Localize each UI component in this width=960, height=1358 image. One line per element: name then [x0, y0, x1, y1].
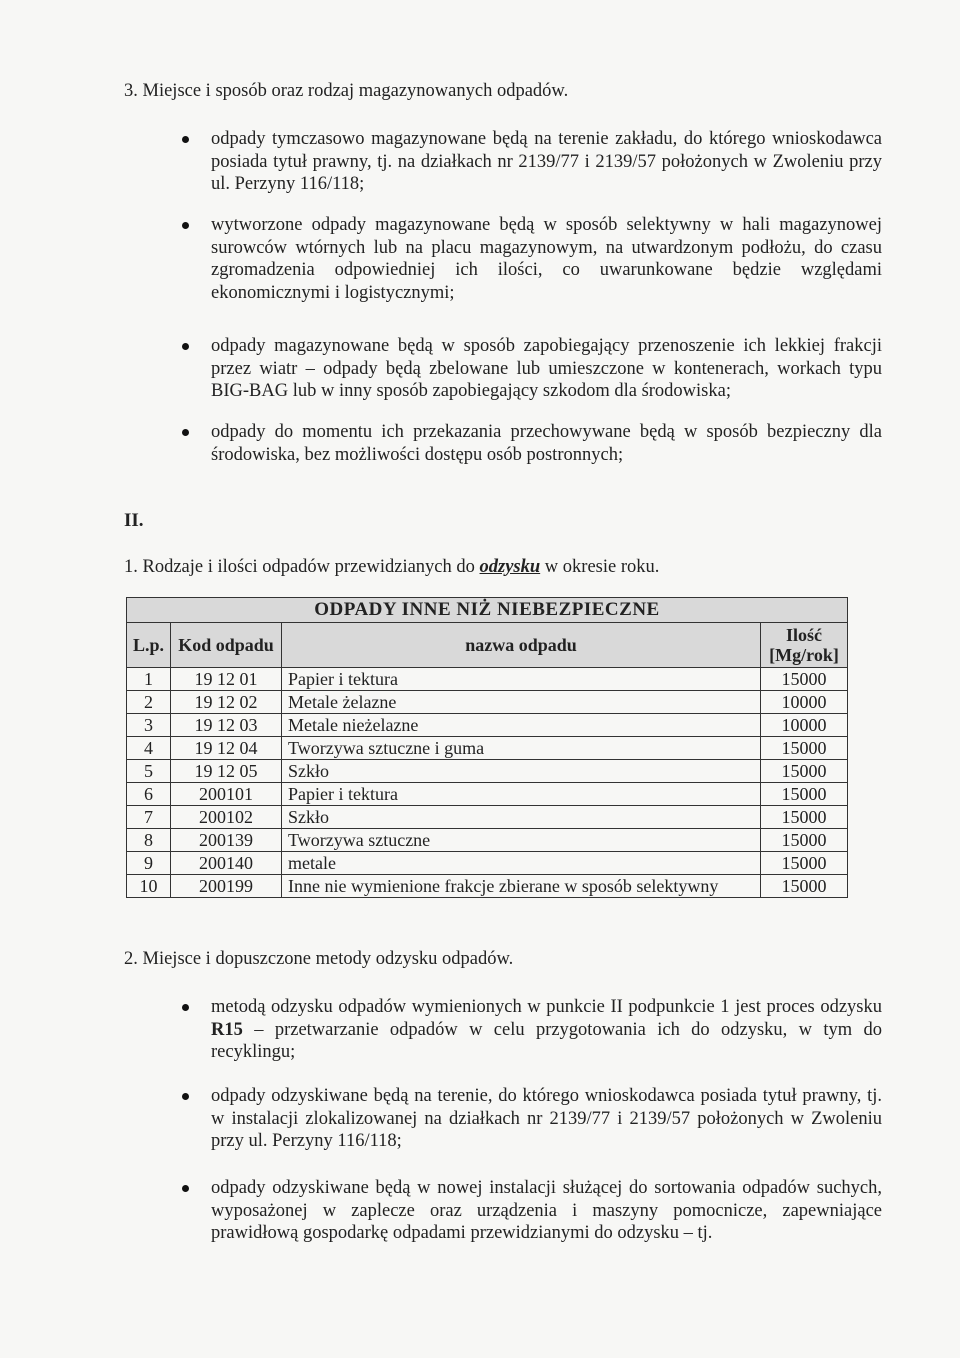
bullet-dot-icon [182, 1093, 189, 1100]
bullet-dot-icon [182, 1185, 189, 1192]
table-row [127, 760, 848, 783]
table-row [127, 829, 848, 852]
cell-nazwa: Papier i tektura [282, 668, 761, 691]
cell-kod: 19 12 04 [171, 737, 282, 760]
bullet-1-bold: R15 [211, 1019, 243, 1040]
table-row [127, 783, 848, 806]
table-row [127, 668, 848, 691]
cell-lp: 9 [127, 852, 171, 875]
header-nazwa: nazwa odpadu [282, 623, 761, 668]
bullet-text: odpady odzyskiwane będą w nowej instalacji służącej do sortowania odpadów suchych, wyposażonej w zaplecze oraz urządzenia i maszyny pomocnicze, zapewniające prawidłową gospodarkę odpadami przewidzianymi do odzysku – tj. [211, 1178, 882, 1243]
cell-kod: 200139 [171, 829, 282, 852]
bullet-dot-icon [182, 343, 189, 350]
cell-kod: 200140 [171, 852, 282, 875]
section-II-heading-1 [124, 556, 659, 578]
cell-lp: 8 [127, 829, 171, 852]
bullet-dot-icon [182, 1004, 189, 1011]
bullet-text: odpady do momentu ich przekazania przechowywane będą w sposób bezpieczny dla środowiska, bez możliwości dostępu osób postronnych; [211, 422, 882, 465]
cell-nazwa: Metale nieżelazne [282, 714, 761, 737]
section-3-bullet-3 [182, 335, 882, 403]
header-ilosc-line1: Ilość [786, 625, 822, 645]
cell-kod: 19 12 02 [171, 691, 282, 714]
cell-lp: 1 [127, 668, 171, 691]
cell-lp: 3 [127, 714, 171, 737]
section-3-heading: 3. Miejsce i sposób oraz rodzaj magazynowanych odpadów. [124, 81, 569, 101]
section-3-bullet-2 [182, 214, 882, 304]
cell-nazwa: Tworzywa sztuczne i guma [282, 737, 761, 760]
waste-table [126, 597, 848, 898]
table-row [127, 691, 848, 714]
bullet-text [211, 996, 882, 1064]
table-row [127, 852, 848, 875]
table-row [127, 714, 848, 737]
header-ilosc [761, 623, 848, 668]
bullet-1-suffix: – przetwarzanie odpadów w celu przygotowania ich do odzysku, w tym do recyklingu; [211, 1019, 882, 1062]
cell-nazwa: Tworzywa sztuczne [282, 829, 761, 852]
cell-kod: 200101 [171, 783, 282, 806]
cell-lp: 2 [127, 691, 171, 714]
cell-lp: 6 [127, 783, 171, 806]
cell-ilosc: 15000 [761, 668, 848, 691]
table-banner-row [127, 598, 848, 623]
cell-ilosc: 15000 [761, 875, 848, 898]
section-II-label: II. [124, 510, 144, 531]
section-3-bullet-4 [182, 421, 882, 466]
bullet-text: odpady odzyskiwane będą na terenie, do którego wnioskodawca posiada tytuł prawny, tj. w instalacji zlokalizowanej na działkach nr 2139/77 i 2139/57 położonych w Zwoleniu przy ul. Perzyny 116/118; [211, 1086, 882, 1151]
section-II-bullet-2 [182, 1085, 882, 1153]
bullet-1-prefix: metodą odzysku odpadów wymienionych w punkcie II podpunkcie 1 jest proces odzysku [211, 997, 882, 1017]
cell-kod: 200199 [171, 875, 282, 898]
bullet-dot-icon [182, 429, 189, 436]
bullet-text: odpady tymczasowo magazynowane będą na terenie zakładu, do którego wnioskodawca posiada tytuł prawny, tj. na działkach nr 2139/77 i 2139/57 położonych w Zwoleniu przy ul. Perzyny 116/118; [211, 129, 882, 194]
cell-kod: 19 12 01 [171, 668, 282, 691]
cell-nazwa: metale [282, 852, 761, 875]
header-kod: Kod odpadu [171, 623, 282, 668]
cell-nazwa: Szkło [282, 806, 761, 829]
section-II-heading-2: 2. Miejsce i dopuszczone metody odzysku odpadów. [124, 949, 514, 969]
cell-lp: 7 [127, 806, 171, 829]
section-II-bullet-3 [182, 1177, 882, 1245]
table-body [127, 668, 848, 898]
bullet-dot-icon [182, 136, 189, 143]
cell-ilosc: 15000 [761, 852, 848, 875]
cell-ilosc: 15000 [761, 783, 848, 806]
table-header-row [127, 623, 848, 668]
cell-nazwa: Metale żelazne [282, 691, 761, 714]
cell-ilosc: 10000 [761, 714, 848, 737]
table-row [127, 737, 848, 760]
bullet-dot-icon [182, 222, 189, 229]
cell-kod: 19 12 05 [171, 760, 282, 783]
cell-lp: 5 [127, 760, 171, 783]
cell-nazwa: Papier i tektura [282, 783, 761, 806]
cell-lp: 4 [127, 737, 171, 760]
cell-ilosc: 15000 [761, 829, 848, 852]
cell-kod: 19 12 03 [171, 714, 282, 737]
table-row [127, 875, 848, 898]
cell-kod: 200102 [171, 806, 282, 829]
heading-1-emphasis: odzysku [479, 557, 541, 577]
header-ilosc-line2: [Mg/rok] [769, 645, 839, 665]
cell-ilosc: 15000 [761, 760, 848, 783]
cell-ilosc: 10000 [761, 691, 848, 714]
cell-nazwa: Inne nie wymienione frakcje zbierane w sposób selektywny [282, 875, 761, 898]
heading-1-prefix: 1. Rodzaje i ilości odpadów przewidzianych do [124, 557, 480, 577]
cell-nazwa: Szkło [282, 760, 761, 783]
section-3-bullet-1 [182, 128, 882, 196]
table-banner: ODPADY INNE NIŻ NIEBEZPIECZNE [127, 598, 848, 623]
bullet-text: odpady magazynowane będą w sposób zapobiegający przenoszenie ich lekkiej frakcji przez wiatr – odpady będą zbelowane lub umieszczone w kontenerach, workach typu BIG-BAG lub w inny sposób zapobiegający szkodom dla środowiska; [211, 336, 882, 401]
cell-ilosc: 15000 [761, 806, 848, 829]
header-lp: L.p. [127, 623, 171, 668]
heading-1-suffix: w okresie roku. [540, 557, 660, 577]
cell-lp: 10 [127, 875, 171, 898]
cell-ilosc: 15000 [761, 737, 848, 760]
bullet-text: wytworzone odpady magazynowane będą w sposób selektywny w hali magazynowej surowców wtórnych lub na placu magazynowym, na utwardzonym podłożu, do czasu zgromadzenia odpowiedniej ich ilości, co uwarunkowane będzie względami ekonomicznymi i logistycznymi; [211, 215, 882, 303]
table-row [127, 806, 848, 829]
section-II-bullet-1 [182, 996, 882, 1064]
